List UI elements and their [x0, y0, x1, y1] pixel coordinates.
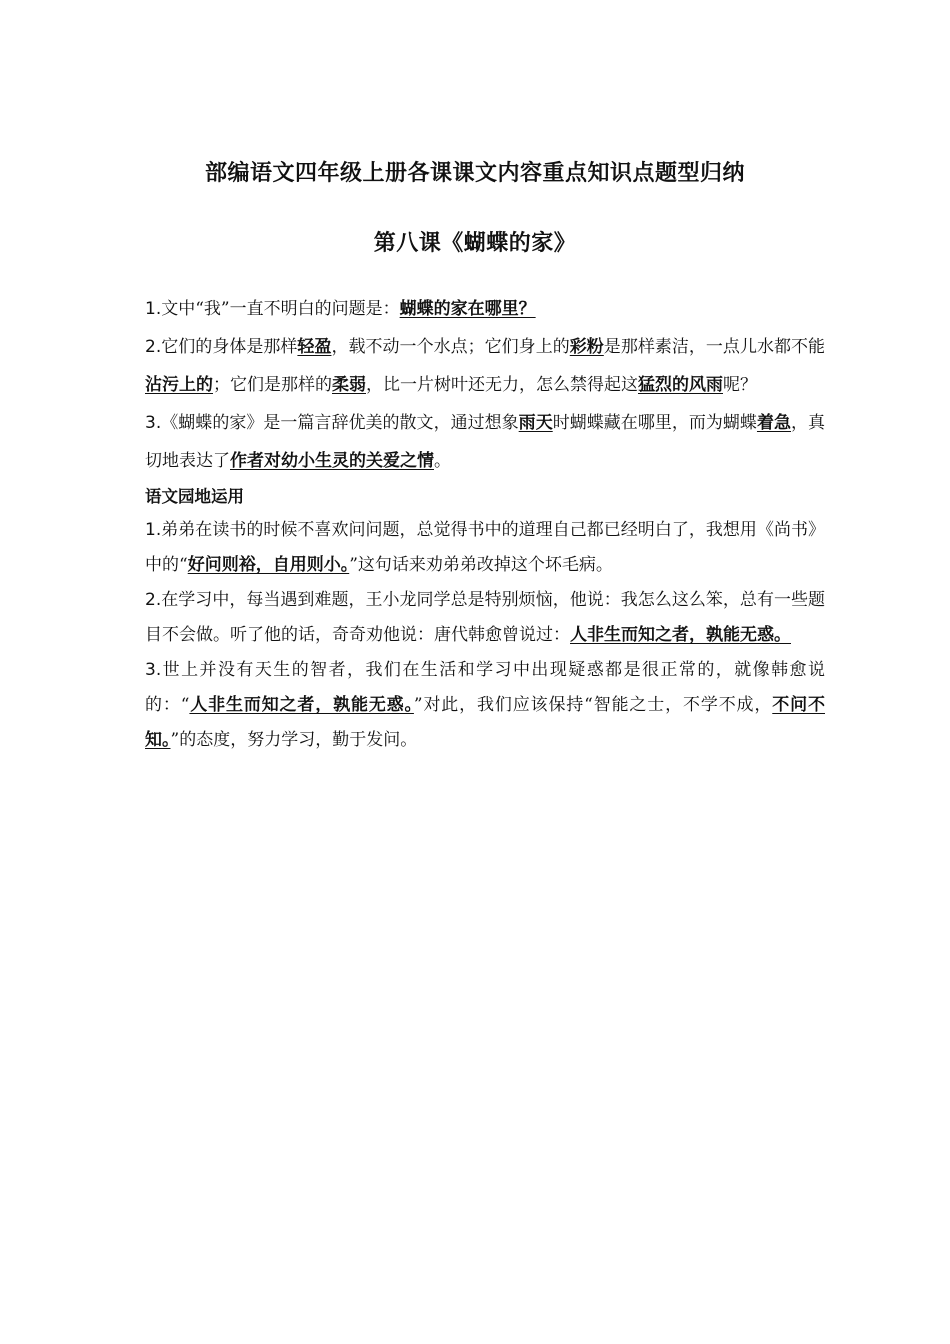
- answer-text: 柔弱: [332, 375, 366, 395]
- question-text: ，真切地表达了: [145, 413, 826, 471]
- question-text: ”对此，我们应该保持“智能之士，不学不成，: [413, 695, 773, 715]
- answer-text: 不问不知。: [145, 695, 825, 750]
- answer-text: 好问则裕，自用则小。: [187, 555, 350, 575]
- answer-text: 作者对幼小生灵的关爱之情: [230, 451, 434, 471]
- question-1: [145, 290, 825, 328]
- question-2: [145, 328, 825, 404]
- answer-text: 人非生而知之者，孰能无惑。: [189, 695, 414, 715]
- question-text: 世上并没有天生的智者，我们在生活和学习中出现疑惑都是很正常的，就像韩愈说的：“: [145, 660, 825, 715]
- exercise-1: [145, 513, 825, 583]
- question-text: 它们的身体是那样: [161, 337, 298, 357]
- question-text: 弟弟在读书的时候不喜欢问问题，总觉得书中的道理自己都已经明白了，我想用《尚书》中的“: [145, 520, 825, 575]
- question-text: 。: [434, 451, 451, 471]
- question-text: 是那样素洁，一点儿水都不能: [603, 337, 826, 357]
- exercise-3: [145, 653, 825, 758]
- answer-text: 着急: [756, 413, 792, 433]
- question-number: 2.: [145, 590, 162, 610]
- answer-text: 猛烈的风雨: [638, 375, 723, 395]
- question-text: 在学习中，每当遇到难题，王小龙同学总是特别烦恼，他说：我怎么这么笨，总有一些题目不会做。听了他的话，奇奇劝他说：唐代韩愈曾说过：: [145, 590, 825, 645]
- question-text: ，比一片树叶还无力，怎么禁得起这: [366, 375, 638, 395]
- answer-text: 轻盈: [297, 337, 332, 357]
- document-body: [145, 290, 825, 758]
- question-text: ”的态度，努力学习，勤于发问。: [170, 730, 418, 750]
- answer-text: 雨天: [518, 413, 553, 433]
- answer-text: 蝴蝶的家在哪里？: [399, 299, 536, 319]
- question-number: 1.: [145, 520, 162, 540]
- question-text: 时蝴蝶藏在哪里，而为蝴蝶: [552, 413, 757, 433]
- answer-text: 彩粉: [569, 337, 604, 357]
- section-heading: 语文园地运用: [145, 487, 244, 506]
- question-number: 2.: [145, 337, 162, 357]
- exercise-2: [145, 583, 825, 653]
- question-number: 3.: [145, 413, 162, 433]
- question-text: ”这句话来劝弟弟改掉这个坏毛病。: [349, 555, 613, 575]
- answer-text: 人非生而知之者，孰能无惑。: [570, 625, 791, 645]
- question-text: ，载不动一个水点；它们身上的: [331, 337, 570, 357]
- lesson-title: 第八课《蝴蝶的家》: [373, 231, 577, 256]
- document-title: 部编语文四年级上册各课课文内容重点知识点题型归纳: [204, 161, 745, 186]
- question-3: [145, 404, 825, 480]
- answer-text: 沾污上的: [145, 375, 213, 395]
- question-text: ；它们是那样的: [213, 375, 332, 395]
- question-number: 3.: [145, 660, 162, 680]
- question-number: 1.: [145, 299, 162, 319]
- question-text: 文中“我”一直不明白的问题是：: [161, 299, 400, 319]
- question-text: 《蝴蝶的家》是一篇言辞优美的散文，通过想象: [161, 413, 519, 433]
- question-text: 呢？: [723, 375, 757, 395]
